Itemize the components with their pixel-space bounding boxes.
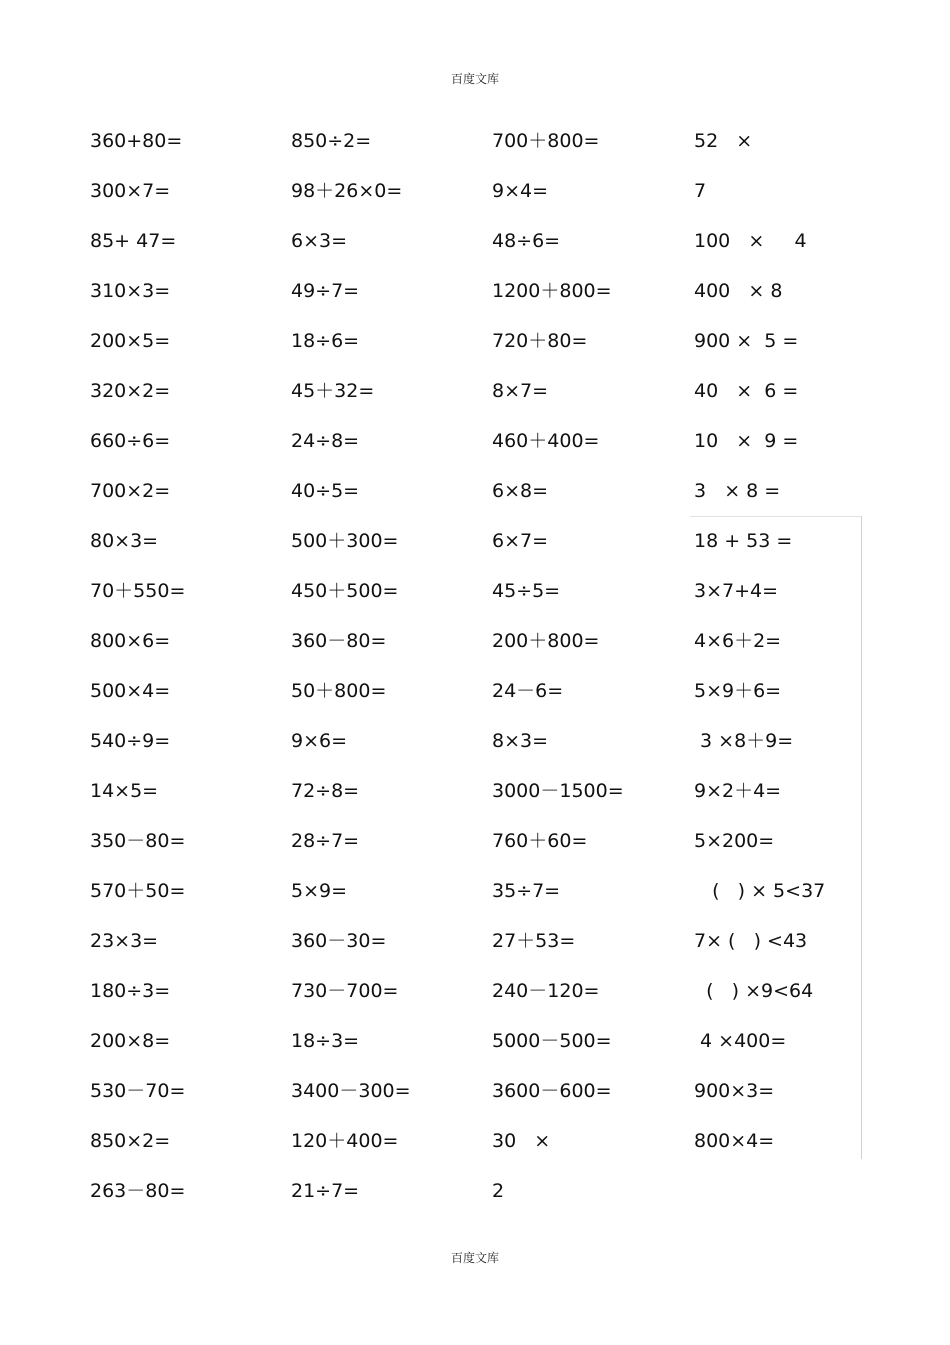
exercise-item: 9×6= — [291, 730, 348, 752]
exercise-row — [90, 1174, 870, 1224]
exercise-item: 2 — [492, 1180, 505, 1202]
exercise-item: 5×9＋6= — [694, 680, 782, 702]
exercise-item: 500＋300= — [291, 530, 399, 552]
exercise-item: 360－80= — [291, 630, 387, 652]
exercise-item: 300×7= — [90, 180, 171, 202]
exercise-row — [90, 824, 870, 874]
exercise-item: 200×5= — [90, 330, 171, 352]
exercise-item: ( ) × 5<37 — [694, 880, 826, 902]
exercise-item: 800×4= — [694, 1130, 775, 1152]
exercise-item: 310×3= — [90, 280, 171, 302]
exercise-item: 760＋60= — [492, 830, 588, 852]
exercise-item: 30 × — [492, 1130, 551, 1152]
exercise-item: 48÷6= — [492, 230, 561, 252]
exercise-row — [90, 574, 870, 624]
exercise-item: 5×200= — [694, 830, 775, 852]
exercise-item: 3600－600= — [492, 1080, 612, 1102]
exercise-row — [90, 874, 870, 924]
exercise-row — [90, 124, 870, 174]
exercise-item: 18÷6= — [291, 330, 360, 352]
exercise-item: 40 × 6 = — [694, 380, 799, 402]
exercise-item: 52 × — [694, 130, 753, 152]
exercise-item: 700＋800= — [492, 130, 600, 152]
exercise-item: 18 + 53 = — [694, 530, 793, 552]
exercise-item: 4 ×400= — [694, 1030, 787, 1052]
exercise-item: 720＋80= — [492, 330, 588, 352]
exercise-item: 14×5= — [90, 780, 159, 802]
exercise-item: 6×8= — [492, 480, 549, 502]
exercise-item: 3×7+4= — [694, 580, 779, 602]
page-header: 百度文库 — [450, 72, 499, 86]
exercise-item: 9×4= — [492, 180, 549, 202]
exercise-row — [90, 774, 870, 824]
exercise-row — [90, 224, 870, 274]
exercise-row — [90, 624, 870, 674]
exercise-item: 49÷7= — [291, 280, 360, 302]
exercise-row — [90, 174, 870, 224]
exercise-item: 360－30= — [291, 930, 387, 952]
exercise-item: 40÷5= — [291, 480, 360, 502]
exercise-row — [90, 324, 870, 374]
exercise-item: 8×7= — [492, 380, 549, 402]
exercise-grid — [90, 124, 870, 1224]
exercise-item: 24－6= — [492, 680, 564, 702]
exercise-item: 850÷2= — [291, 130, 372, 152]
exercise-item: 3 ×8＋9= — [694, 730, 794, 752]
exercise-item: 850×2= — [90, 1130, 171, 1152]
exercise-item: 6×3= — [291, 230, 348, 252]
exercise-row — [90, 1074, 870, 1124]
exercise-item: 27＋53= — [492, 930, 576, 952]
exercise-item: 3 × 8 = — [694, 480, 781, 502]
exercise-item: 1200＋800= — [492, 280, 612, 302]
exercise-row — [90, 274, 870, 324]
exercise-item: 50＋800= — [291, 680, 387, 702]
exercise-item: 700×2= — [90, 480, 171, 502]
exercise-item: 900×3= — [694, 1080, 775, 1102]
exercise-item: 180÷3= — [90, 980, 171, 1002]
exercise-item: 360+80= — [90, 130, 183, 152]
exercise-item: 7× ( ) <43 — [694, 930, 808, 952]
exercise-item: 9×2＋4= — [694, 780, 782, 802]
exercise-item: 6×7= — [492, 530, 549, 552]
exercise-item: 28÷7= — [291, 830, 360, 852]
exercise-item: 450＋500= — [291, 580, 399, 602]
exercise-row — [90, 424, 870, 474]
exercise-item: 5×9= — [291, 880, 348, 902]
exercise-row — [90, 924, 870, 974]
exercise-row — [90, 374, 870, 424]
exercise-row — [90, 674, 870, 724]
exercise-item: 900 × 5 = — [694, 330, 799, 352]
exercise-item: 100 × 4 — [694, 230, 807, 252]
exercise-item: 240－120= — [492, 980, 600, 1002]
exercise-item: 530－70= — [90, 1080, 186, 1102]
exercise-item: 400 × 8 — [694, 280, 783, 302]
exercise-row — [90, 724, 870, 774]
exercise-row — [90, 1024, 870, 1074]
page-footer: 百度文库 — [450, 1251, 499, 1265]
exercise-item: 540÷9= — [90, 730, 171, 752]
exercise-item: 570＋50= — [90, 880, 186, 902]
exercise-item: 23×3= — [90, 930, 159, 952]
exercise-item: 21÷7= — [291, 1180, 360, 1202]
exercise-item: 500×4= — [90, 680, 171, 702]
exercise-item: ( ) ×9<64 — [694, 980, 814, 1002]
exercise-item: 800×6= — [90, 630, 171, 652]
exercise-item: 72÷8= — [291, 780, 360, 802]
exercise-item: 3400－300= — [291, 1080, 411, 1102]
exercise-item: 460＋400= — [492, 430, 600, 452]
exercise-item: 200×8= — [90, 1030, 171, 1052]
exercise-item: 10 × 9 = — [694, 430, 799, 452]
exercise-row — [90, 474, 870, 524]
exercise-item: 320×2= — [90, 380, 171, 402]
exercise-item: 660÷6= — [90, 430, 171, 452]
exercise-row — [90, 1124, 870, 1174]
exercise-item: 7 — [694, 180, 707, 202]
exercise-item: 85+ 47= — [90, 230, 177, 252]
exercise-item: 4×6＋2= — [694, 630, 782, 652]
exercise-item: 350－80= — [90, 830, 186, 852]
exercise-item: 45÷5= — [492, 580, 561, 602]
exercise-item: 3000－1500= — [492, 780, 624, 802]
exercise-item: 45＋32= — [291, 380, 375, 402]
exercise-item: 730－700= — [291, 980, 399, 1002]
exercise-item: 200＋800= — [492, 630, 600, 652]
exercise-item: 120＋400= — [291, 1130, 399, 1152]
exercise-item: 263－80= — [90, 1180, 186, 1202]
exercise-item: 80×3= — [90, 530, 159, 552]
exercise-item: 18÷3= — [291, 1030, 360, 1052]
exercise-item: 5000－500= — [492, 1030, 612, 1052]
exercise-row — [90, 524, 870, 574]
exercise-row — [90, 974, 870, 1024]
exercise-item: 35÷7= — [492, 880, 561, 902]
exercise-item: 24÷8= — [291, 430, 360, 452]
exercise-item: 8×3= — [492, 730, 549, 752]
exercise-item: 98＋26×0= — [291, 180, 403, 202]
exercise-item: 70＋550= — [90, 580, 186, 602]
